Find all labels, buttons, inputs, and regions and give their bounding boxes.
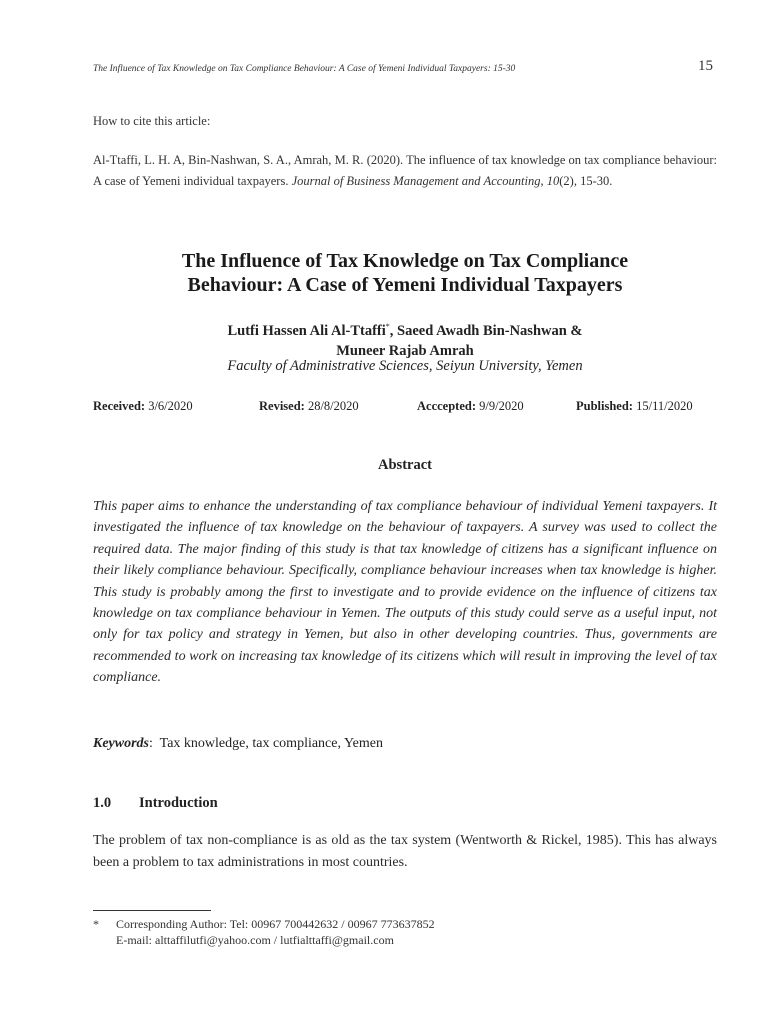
citation-sep: ,: [540, 174, 547, 188]
published-date: [576, 399, 693, 414]
keywords-text: Tax knowledge, tax compliance, Yemen: [159, 736, 383, 751]
introduction-text: The problem of tax non-compliance is as old as the tax system (Wentworth & Rickel, 1985). This has always been a problem to tax administrations in most countries.: [93, 833, 717, 870]
title-line-2: Behaviour: A Case of Yemeni Individual Taxpayers: [187, 274, 623, 296]
corresponding-marker: *: [385, 322, 390, 331]
page-number: 15: [698, 58, 713, 74]
published-label: Published:: [576, 399, 633, 413]
revised-label: Revised:: [259, 399, 305, 413]
citation-journal-cont: Accounting: [483, 174, 541, 188]
citation-authors: Al-Ttaffi, L. H. A, Bin-Nashwan, S. A., Amrah, M. R. (2020). The influence of tax knowledge on tax: [93, 153, 600, 167]
title-line-1: The Influence of Tax Knowledge on Tax Compliance: [181, 250, 629, 272]
affiliation: Faculty of Administrative Sciences, Seiyun University, Yemen: [227, 358, 583, 374]
footnote-marker: *: [93, 917, 99, 931]
accepted-value: 9/9/2020: [479, 399, 524, 413]
author-3: Muneer Rajab Amrah: [336, 342, 474, 359]
revised-date: [259, 399, 359, 414]
keywords: [93, 736, 383, 752]
author-2: , Saeed Awadh Bin-Nashwan &: [389, 322, 583, 339]
published-value: 15/11/2020: [636, 399, 693, 413]
section-title: Introduction: [139, 795, 218, 811]
received-label: Received:: [93, 399, 146, 413]
received-date: [93, 399, 193, 414]
citation-volume: 10: [546, 174, 560, 188]
citation-journal: Journal of Business Management and: [291, 174, 481, 188]
section-number: 1.0: [93, 795, 112, 811]
paper-title: [93, 249, 717, 297]
author-1: Lutfi Hassen Ali Al-Ttaffi: [227, 322, 386, 339]
accepted-date: [417, 399, 524, 414]
footnote-phone: Corresponding Author: Tel: 00967 700442632 / 00967 773637852: [116, 917, 435, 931]
footnote: [93, 916, 435, 948]
running-header: The Influence of Tax Knowledge on Tax Compliance Behaviour: A Case of Yemeni Individual Taxpayers: 15-30: [93, 64, 516, 74]
keywords-colon: :: [149, 736, 153, 751]
abstract-heading: Abstract: [378, 457, 432, 473]
authors: [93, 317, 717, 361]
abstract-text: This paper aims to enhance the understanding of tax compliance behaviour of individual Yemeni taxpayers. It investigated the influence of tax knowledge on the behaviour of taxpayers. A survey was used to collect the required data. The major finding of this study is that tax knowledge of citizens has a significant influence on their likely compliance behaviour. Specifically, compliance behaviour increases when tax knowledge is higher. This study is probably among the first to investigate and to provide evidence on the influence of citizens tax knowledge on tax compliance behaviour in Yemen. The outputs of this study could serve as a useful input, not only for tax policy and strategy in Yemen, but also in other developing countries. Thus, governments are recommended to work on increasing tax knowledge of its citizens which will result in improving the level of tax compliance.: [93, 499, 717, 686]
revised-value: 28/8/2020: [307, 399, 359, 413]
footnote-email: E-mail: alttaffilutfi@yahoo.com / lutfialttaffi@gmail.com: [116, 933, 394, 947]
footnote-rule: [93, 910, 211, 911]
citation-title: compliance behaviour: A case of Yemeni individual taxpayers.: [93, 153, 717, 188]
citation-pages: (2), 15-30.: [559, 174, 613, 188]
accepted-label: Acccepted:: [417, 399, 476, 413]
keywords-label: Keywords: [93, 736, 149, 751]
citation-heading: How to cite this article:: [93, 114, 211, 128]
citation-text: [93, 150, 717, 192]
section-heading-introduction: [93, 795, 218, 812]
received-value: 3/6/2020: [148, 399, 193, 413]
